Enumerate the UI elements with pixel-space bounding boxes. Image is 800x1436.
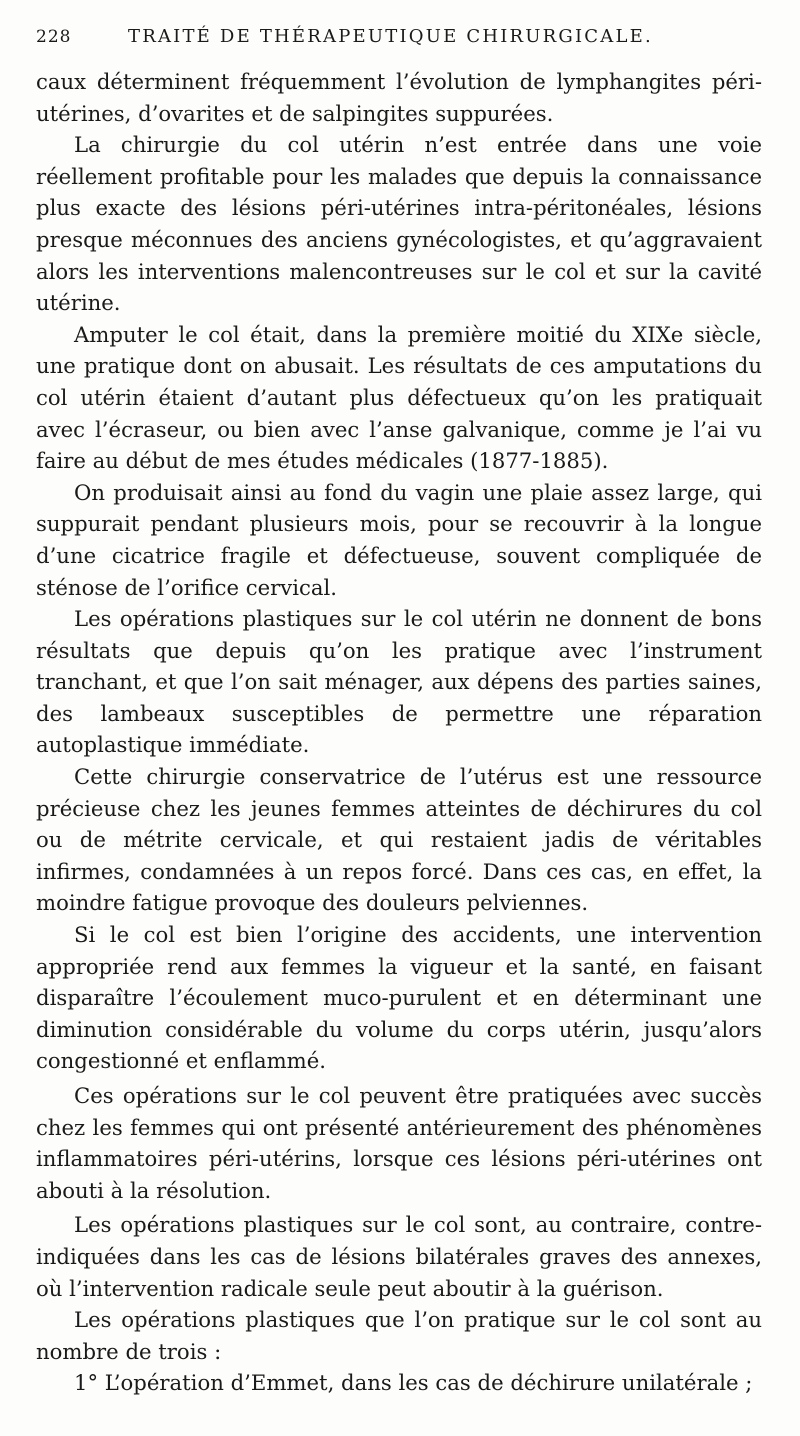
page-number: 228 — [36, 27, 72, 47]
paragraph: Les opérations plastiques sur le col utérin ne donnent de bons résultats que depuis qu’on les pratique avec l’instrument tranchant, et que l’on sait ménager, aux dépens des parties saines, des lambeaux susceptibles de permettre une réparation autoplastique immédiate. — [36, 606, 762, 758]
running-title: TRAITÉ DE THÉRAPEUTIQUE CHIRURGICALE. — [128, 26, 653, 47]
paragraph-continuation: caux déterminent fréquemment l’évolution de lymphangites péri-utérines, d’ovarites et de salpingites suppurées. — [36, 69, 762, 126]
paragraph: Cette chirurgie conservatrice de l’utérus est une ressource précieuse chez les jeunes femmes atteintes de déchirures du col ou de métrite cervicale, et qui restaient jadis de véritables infirmes, condamnées à un repos forcé. Dans ces cas, en effet, la moindre fatigue provoque des douleurs pelviennes. — [36, 764, 762, 916]
paragraph: Les opérations plastiques que l’on pratique sur le col sont au nombre de trois : — [36, 1307, 762, 1364]
paragraph: Les opérations plastiques sur le col sont, au contraire, contre-indiquées dans les cas de lésions bilatérales graves des annexes, où l’intervention radicale seule peut aboutir à la guérison. — [36, 1212, 762, 1301]
list-item: 1° L’opération d’Emmet, dans les cas de déchirure unilatérale ; — [74, 1370, 753, 1396]
paragraph: Ces opérations sur le col peuvent être pratiquées avec succès chez les femmes qui ont présenté antérieurement des phénomènes inflammatoires péri-utérins, lorsque ces lésions péri-utérines ont abouti à la résolution. — [36, 1083, 762, 1203]
paragraph: La chirurgie du col utérin n’est entrée dans une voie réellement profitable pour les malades que depuis la connaissance plus exacte des lésions péri-utérines intra-péritonéales, lésions presque méconnues des anciens gynécologistes, et qu’aggravaient alors les interventions malencontreuses sur le col et sur la cavité utérine. — [36, 132, 762, 316]
paragraph: Si le col est bien l’origine des accidents, une intervention appropriée rend aux femmes la vigueur et la santé, en faisant disparaître l’écoulement muco-purulent et en déterminant une diminution considérable du volume du corps utérin, jusqu’alors congestionné et enflammé. — [36, 922, 762, 1074]
running-head — [36, 26, 762, 66]
paragraph: Amputer le col était, dans la première moitié du XIXe siècle, une pratique dont on abusait. Les résultats de ces amputations du col utérin étaient d’autant plus défectueux qu’on les pratiquait avec l’écraseur, ou bien avec l’anse galvanique, comme je l’ai vu faire au début de mes études médicales (1877-1885). — [36, 321, 762, 474]
body-text — [36, 66, 762, 1399]
paragraph: On produisait ainsi au fond du vagin une plaie assez large, qui suppurait pendant plusieurs mois, pour se recouvrir à la longue d’une cicatrice fragile et défectueuse, souvent compliquée de sténose de l’orifice cervical. — [36, 479, 762, 600]
